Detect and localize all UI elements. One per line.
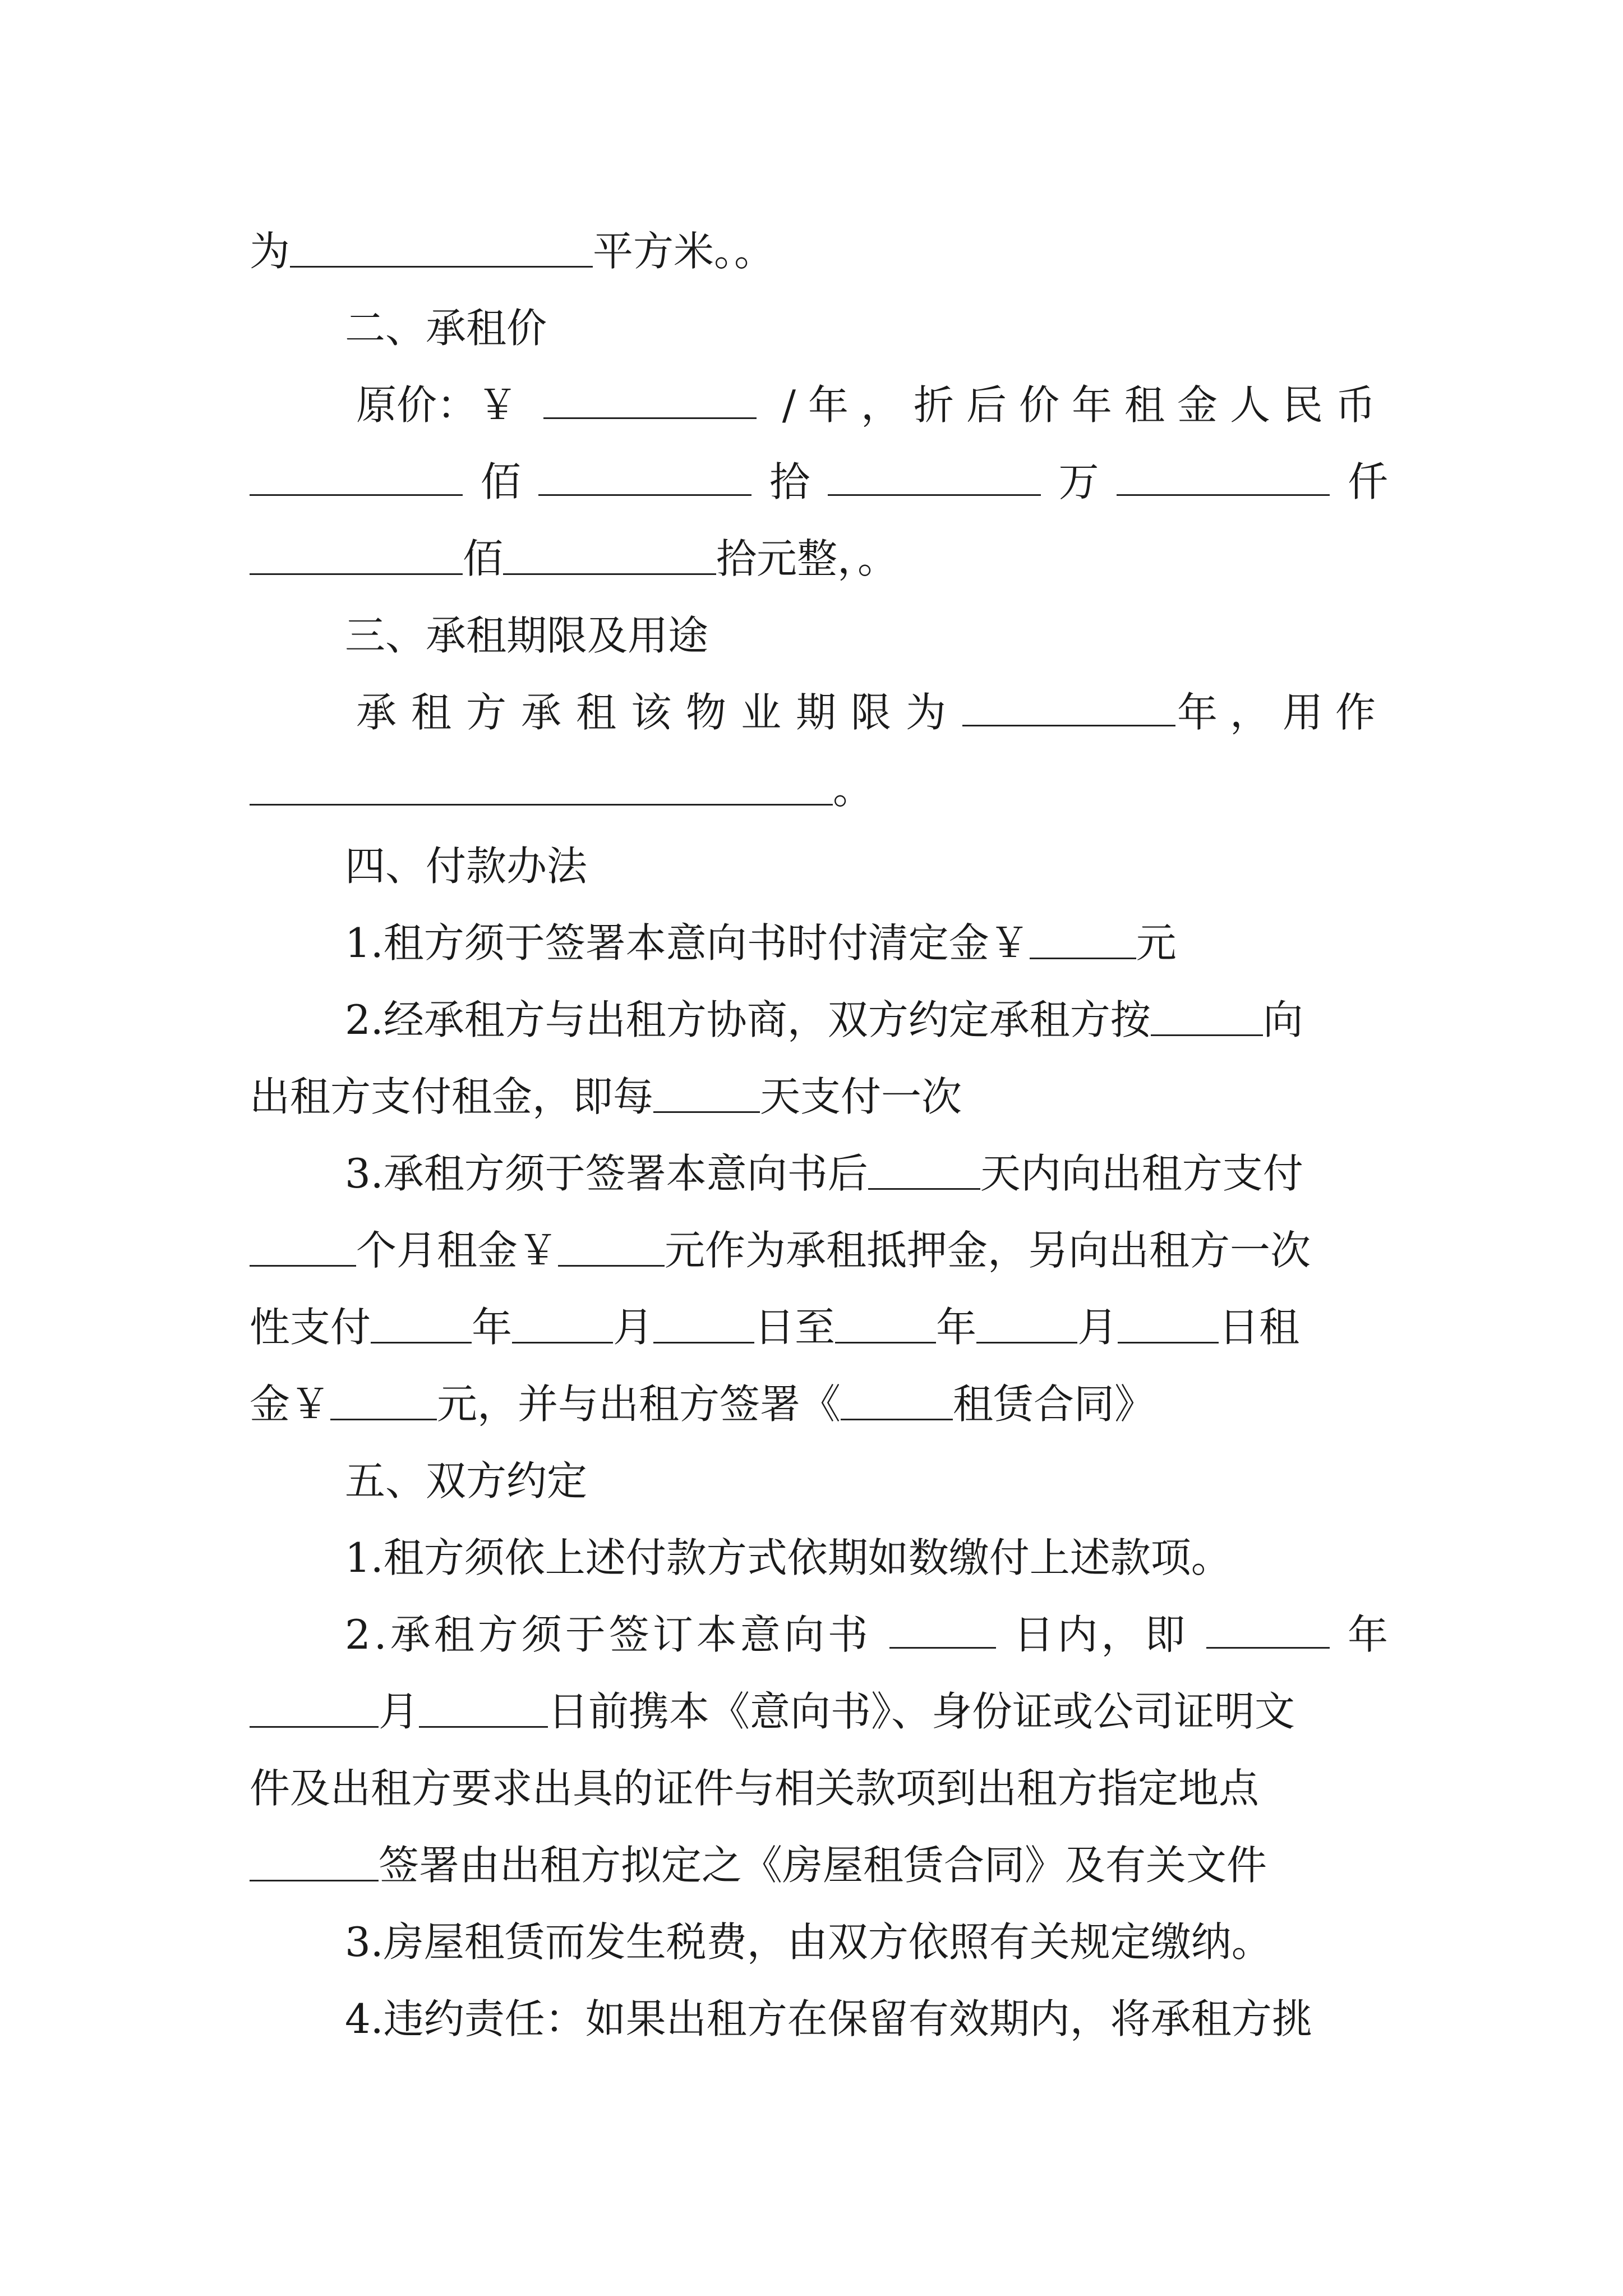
original-price-line [250, 367, 1388, 444]
blank-contract [841, 1384, 953, 1420]
agreement-item-1 [250, 1520, 1388, 1596]
blank-amount [330, 1384, 437, 1420]
text: 性支付 [250, 1304, 371, 1351]
text: 拾 [769, 458, 810, 505]
text: 1.租方须依上述付款方式依期如数缴付上述款项。 [345, 1534, 1232, 1581]
term-line [250, 674, 1388, 751]
text: 元作为承租抵押金，另向出租方一次 [665, 1227, 1311, 1274]
text: 佰 [480, 458, 521, 505]
heading-text: 三、承租期限及用途 [345, 612, 709, 659]
text: 佰 [463, 535, 504, 582]
blank-day [419, 1691, 548, 1728]
text: 为 [250, 228, 291, 275]
text: 租赁合同》 [953, 1381, 1155, 1428]
blank-years [962, 690, 1175, 726]
text: /年，折后价年租金人民币 [782, 381, 1388, 429]
justified-row [250, 444, 1388, 521]
blank-deposit [1030, 923, 1136, 959]
text: 出租方支付租金，即每 [250, 1073, 654, 1120]
guarantee-line-2 [250, 1212, 1388, 1289]
text: 月 [1077, 1304, 1118, 1351]
text: 元，并与出租方签署《 [437, 1381, 841, 1428]
text: 仟 [1347, 458, 1388, 505]
blank-amount [558, 1230, 665, 1267]
agreement-item-3 [250, 1904, 1388, 1981]
payment-method-line [250, 982, 1388, 1059]
guarantee-line [250, 1135, 1388, 1212]
text: 日租 [1219, 1304, 1300, 1351]
blank-bai [250, 539, 463, 575]
text: 平方米。。 [593, 228, 775, 275]
blank-method [1151, 1000, 1263, 1036]
text: 年 [936, 1304, 977, 1351]
payment-cycle-line [250, 1059, 1388, 1135]
text: 3.房屋租赁而发生税费，由双方依照有关规定缴纳。 [345, 1918, 1272, 1966]
blank-day [1118, 1307, 1219, 1343]
text: 承租方承租该物业期限为 [356, 689, 961, 736]
text: 年，用作 [1177, 689, 1388, 736]
text: 天内向出租方支付 [980, 1150, 1303, 1197]
text: 年 [1347, 1611, 1388, 1658]
text: 签署由出租方拟定之《房屋租赁合同》及有关文件 [379, 1842, 1267, 1889]
heading-text: 二、承租价 [345, 305, 547, 352]
justified-row [356, 367, 1388, 444]
document-page [250, 213, 1388, 2058]
period-line [250, 1289, 1388, 1366]
heading-text: 五、双方约定 [345, 1457, 588, 1504]
agreement-item-2d [250, 1827, 1388, 1904]
blank-year [371, 1307, 472, 1343]
blank-price [543, 383, 757, 419]
amount-line-1 [250, 444, 1388, 521]
blank-place [250, 1845, 379, 1881]
text: 金￥ [250, 1381, 331, 1428]
text: 年 [472, 1304, 513, 1351]
purpose-line [250, 751, 1388, 828]
blank-months [250, 1230, 356, 1267]
contract-line [250, 1366, 1388, 1443]
section-heading-payment [250, 828, 1388, 905]
agreement-item-2c [250, 1750, 1388, 1827]
text: 日前携本《意向书》、身份证或公司证明文 [548, 1688, 1295, 1735]
text: 月 [379, 1688, 419, 1735]
text: 件及出租方要求出具的证件与相关款项到出租方指定地点 [250, 1765, 1260, 1812]
text: 天支付一次 [760, 1073, 962, 1120]
agreement-item-2 [250, 1596, 1388, 1673]
text: 3.承租方须于签署本意向书后 [345, 1150, 868, 1197]
text: 日内，即 [1013, 1611, 1189, 1658]
text: 2.经承租方与出租方协商，双方约定承租方按 [345, 996, 1151, 1043]
blank-year [1206, 1612, 1330, 1649]
blank-bai [250, 459, 463, 496]
blank-month [512, 1307, 613, 1343]
blank-day [653, 1307, 754, 1343]
blank-year [835, 1307, 936, 1343]
text: 日至 [754, 1304, 836, 1351]
text: 个月租金￥ [356, 1227, 559, 1274]
text: 原价：￥ [356, 381, 518, 429]
text: 4.违约责任：如果出租方在保留有效期内，将承租方挑 [345, 1995, 1312, 2042]
blank-days [868, 1153, 980, 1190]
text: 向 [1262, 996, 1303, 1043]
justified-row [356, 674, 1388, 751]
blank-days [653, 1076, 760, 1113]
blank-shi [503, 539, 716, 575]
justified-row [345, 1596, 1388, 1673]
section-heading-agreement [250, 1443, 1388, 1520]
text: 。 [833, 766, 874, 813]
blank-month [976, 1307, 1077, 1343]
text: 元 [1136, 919, 1177, 967]
blank-shi [538, 459, 751, 496]
section-heading-rent [250, 290, 1388, 367]
text: 1.租方须于签署本意向书时付清定金￥ [345, 919, 1030, 967]
blank-qian [1117, 459, 1330, 496]
blank-area [290, 231, 593, 268]
agreement-item-4 [250, 1981, 1388, 2058]
blank-purpose [250, 769, 833, 806]
blank-month [250, 1691, 379, 1728]
blank-wan [828, 459, 1041, 496]
amount-line-2 [250, 521, 1388, 597]
text: 2.承租方须于签订本意向书 [345, 1611, 872, 1658]
blank-days [889, 1612, 996, 1649]
agreement-item-2b [250, 1673, 1388, 1750]
area-line [250, 213, 1388, 290]
section-heading-term [250, 597, 1388, 674]
heading-text: 四、付款办法 [345, 843, 588, 890]
text: 拾元整，。 [716, 535, 898, 582]
text: 万 [1058, 458, 1099, 505]
deposit-line [250, 905, 1388, 982]
text: 月 [613, 1304, 654, 1351]
